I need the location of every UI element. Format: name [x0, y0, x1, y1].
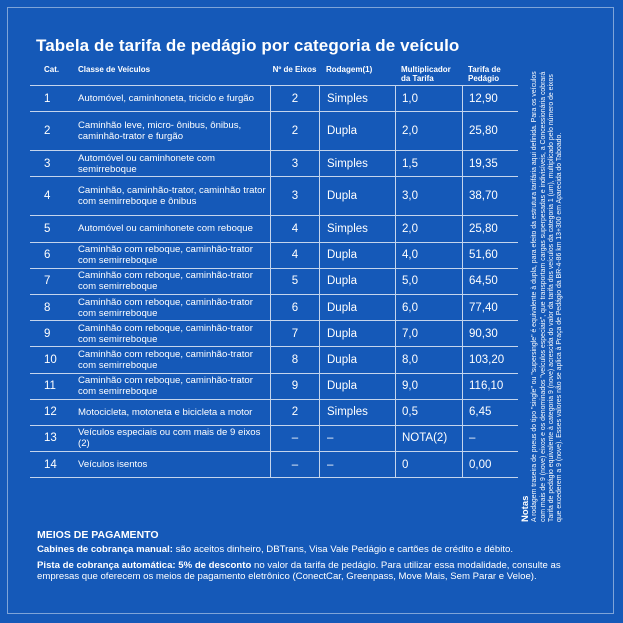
cell-cat: 12 — [44, 406, 57, 419]
cell-eixos: 4 — [270, 243, 319, 268]
cell-cat: 11 — [44, 380, 56, 393]
cell-classe: Caminhão com reboque, caminhão-trator com semirreboque — [78, 270, 253, 293]
cell-classe: Automóvel, caminhoneta, triciclo e furgão — [78, 93, 254, 105]
header-classe: Classe de Veículos — [78, 65, 151, 74]
cell-eixos: 6 — [270, 295, 319, 320]
cell-rodagem: – — [319, 452, 395, 477]
cell-eixos: 2 — [270, 86, 319, 111]
table-row — [30, 295, 518, 321]
cell-rodagem: Dupla — [319, 295, 395, 320]
cell-classe: Motocicleta, motoneta e bicicleta a motor — [78, 406, 253, 418]
cell-eixos: 2 — [270, 112, 319, 150]
payment-manual — [37, 544, 597, 555]
cell-classe: Caminhão, caminhão-trator, caminhão trator com semirreboque e ônibus — [78, 185, 266, 208]
notes-title: Notas — [520, 495, 531, 522]
cell-eixos: 8 — [270, 347, 319, 372]
cell-tarifa: 116,10 — [462, 374, 518, 399]
table-row — [30, 347, 518, 373]
cell-multiplicador: 1,0 — [395, 86, 462, 111]
cell-classe: Caminhão com reboque, caminhão-trator com semirreboque — [78, 296, 253, 319]
cell-classe: Caminhão com reboque, caminhão-trator com semirreboque — [78, 375, 253, 398]
table-row — [30, 321, 518, 347]
payment-manual-label: Cabines de cobrança manual: — [37, 544, 173, 555]
cell-eixos: – — [270, 426, 319, 451]
cell-cat: 2 — [44, 125, 51, 138]
table-row — [30, 112, 518, 151]
header-multiplicador: Multiplicador da Tarifa — [401, 65, 451, 83]
cell-multiplicador: 9,0 — [395, 374, 462, 399]
cell-cat: 9 — [44, 327, 51, 340]
notes-rotated — [522, 62, 604, 522]
cell-tarifa: 0,00 — [462, 452, 518, 477]
cell-rodagem: Dupla — [319, 243, 395, 268]
cell-rodagem: Dupla — [319, 347, 395, 372]
cell-cat: 5 — [44, 222, 51, 235]
header-cat: Cat. — [44, 65, 60, 74]
cell-tarifa: 103,20 — [462, 347, 518, 372]
notes-panel — [522, 62, 604, 522]
header-rodagem: Rodagem(1) — [326, 65, 373, 74]
cell-classe: Veículos especiais ou com mais de 9 eixos (2) — [78, 427, 261, 450]
cell-rodagem: Simples — [319, 86, 395, 111]
cell-classe: Caminhão com reboque, caminhão-trator com semirreboque — [78, 244, 253, 267]
cell-rodagem: Dupla — [319, 374, 395, 399]
payment-manual-text: são aceitos dinheiro, DBTrans, Visa Vale Pedágio e cartões de crédito e débito. — [172, 544, 514, 555]
cell-eixos: 3 — [270, 177, 319, 215]
cell-multiplicador: 0 — [395, 452, 462, 477]
cell-classe: Caminhão com reboque, caminhão-trator com semirreboque — [78, 322, 253, 345]
table-row — [30, 216, 518, 242]
payment-auto — [37, 560, 597, 582]
table-row — [30, 400, 518, 426]
cell-eixos: 2 — [270, 400, 319, 425]
cell-multiplicador: 2,0 — [395, 216, 462, 241]
cell-tarifa: 38,70 — [462, 177, 518, 215]
payment-auto-text: no valor da tarifa de pedágio. Para utilizar essa modalidade, consulte as empresas que oferecem os meios de pagamento eletrônico (ConectCar, Greenpass, Move Mais, Sem Parar e Veloe). — [37, 560, 561, 582]
cell-rodagem: Dupla — [319, 321, 395, 346]
cell-tarifa: 19,35 — [462, 151, 518, 176]
cell-rodagem: Dupla — [319, 177, 395, 215]
table-header — [30, 61, 518, 86]
cell-classe: Caminhão com reboque, caminhão-trator com semirreboque — [78, 348, 253, 371]
cell-cat: 6 — [44, 249, 51, 262]
cell-cat: 8 — [44, 301, 51, 314]
cell-classe: Veículos isentos — [78, 459, 148, 471]
cell-cat: 4 — [44, 190, 51, 203]
cell-classe: Caminhão leve, micro- ônibus, ônibus, caminhão-trator e furgão — [78, 120, 242, 143]
payment-auto-discount: 5% de desconto — [175, 560, 252, 571]
cell-multiplicador: 4,0 — [395, 243, 462, 268]
cell-tarifa: 64,50 — [462, 269, 518, 294]
table-row — [30, 151, 518, 177]
cell-eixos: 7 — [270, 321, 319, 346]
cell-cat: 10 — [44, 353, 57, 366]
cell-tarifa: 77,40 — [462, 295, 518, 320]
toll-table — [30, 61, 518, 478]
cell-tarifa: 90,30 — [462, 321, 518, 346]
table-body — [30, 86, 518, 478]
cell-eixos: 3 — [270, 151, 319, 176]
cell-rodagem: – — [319, 426, 395, 451]
cell-multiplicador: 3,0 — [395, 177, 462, 215]
table-row — [30, 452, 518, 478]
cell-cat: 14 — [44, 458, 57, 471]
payment-title: MEIOS DE PAGAMENTO — [37, 529, 159, 541]
header-tarifa: Tarifa de Pedágio — [468, 65, 501, 83]
cell-multiplicador: 1,5 — [395, 151, 462, 176]
header-eixos: Nº de Eixos — [272, 65, 317, 74]
cell-tarifa: – — [462, 426, 518, 451]
table-row — [30, 269, 518, 295]
table-row — [30, 177, 518, 216]
cell-tarifa: 12,90 — [462, 86, 518, 111]
cell-eixos: 5 — [270, 269, 319, 294]
table-row — [30, 86, 518, 112]
cell-classe: Automóvel ou caminhonete com reboque — [78, 223, 253, 235]
cell-cat: 1 — [44, 92, 51, 105]
cell-rodagem: Dupla — [319, 269, 395, 294]
page-title: Tabela de tarifa de pedágio por categoria de veículo — [36, 36, 460, 55]
table-row — [30, 426, 518, 452]
cell-rodagem: Simples — [319, 400, 395, 425]
notes-text: A rodagem traseira de pneus do tipo "single" ou "supersingle" é equivalente à dupla, para efeito da estrutura tarifária aqui definida. Para os veículos com mais de 9 (nove) eixos e os denominados "veículos especiais", que transportam cargas superpesadas e indivisíveis, a Concessionária cobrará Tarifa de pedágio equivalente à categoria 9 (nove) acrescida do valor da tarifa dos veículos da categoria 1 (um), multiplicado pelo número de eixos que excederem a 9 (nove). Esses valores não se aplica à Praça de Pedágio da BR-4-86 km 13+300 em Aparecida do Taboado. — [531, 71, 564, 522]
cell-cat: 13 — [44, 432, 57, 445]
cell-cat: 3 — [44, 157, 51, 170]
cell-tarifa: 6,45 — [462, 400, 518, 425]
cell-eixos: 4 — [270, 216, 319, 241]
cell-rodagem: Simples — [319, 216, 395, 241]
cell-multiplicador: 6,0 — [395, 295, 462, 320]
cell-eixos: 9 — [270, 374, 319, 399]
cell-eixos: – — [270, 452, 319, 477]
cell-classe: Automóvel ou caminhonete com semirreboque — [78, 152, 216, 175]
cell-rodagem: Dupla — [319, 112, 395, 150]
cell-multiplicador: 7,0 — [395, 321, 462, 346]
cell-rodagem: Simples — [319, 151, 395, 176]
cell-multiplicador: 0,5 — [395, 400, 462, 425]
cell-tarifa: 51,60 — [462, 243, 518, 268]
table-row — [30, 374, 518, 400]
cell-multiplicador: 2,0 — [395, 112, 462, 150]
cell-multiplicador: NOTA(2) — [395, 426, 462, 451]
payment-auto-label: Pista de cobrança automática: — [37, 560, 176, 571]
cell-tarifa: 25,80 — [462, 216, 518, 241]
cell-multiplicador: 5,0 — [395, 269, 462, 294]
table-row — [30, 243, 518, 269]
cell-tarifa: 25,80 — [462, 112, 518, 150]
cell-multiplicador: 8,0 — [395, 347, 462, 372]
payment-section — [37, 530, 597, 582]
cell-cat: 7 — [44, 275, 51, 288]
